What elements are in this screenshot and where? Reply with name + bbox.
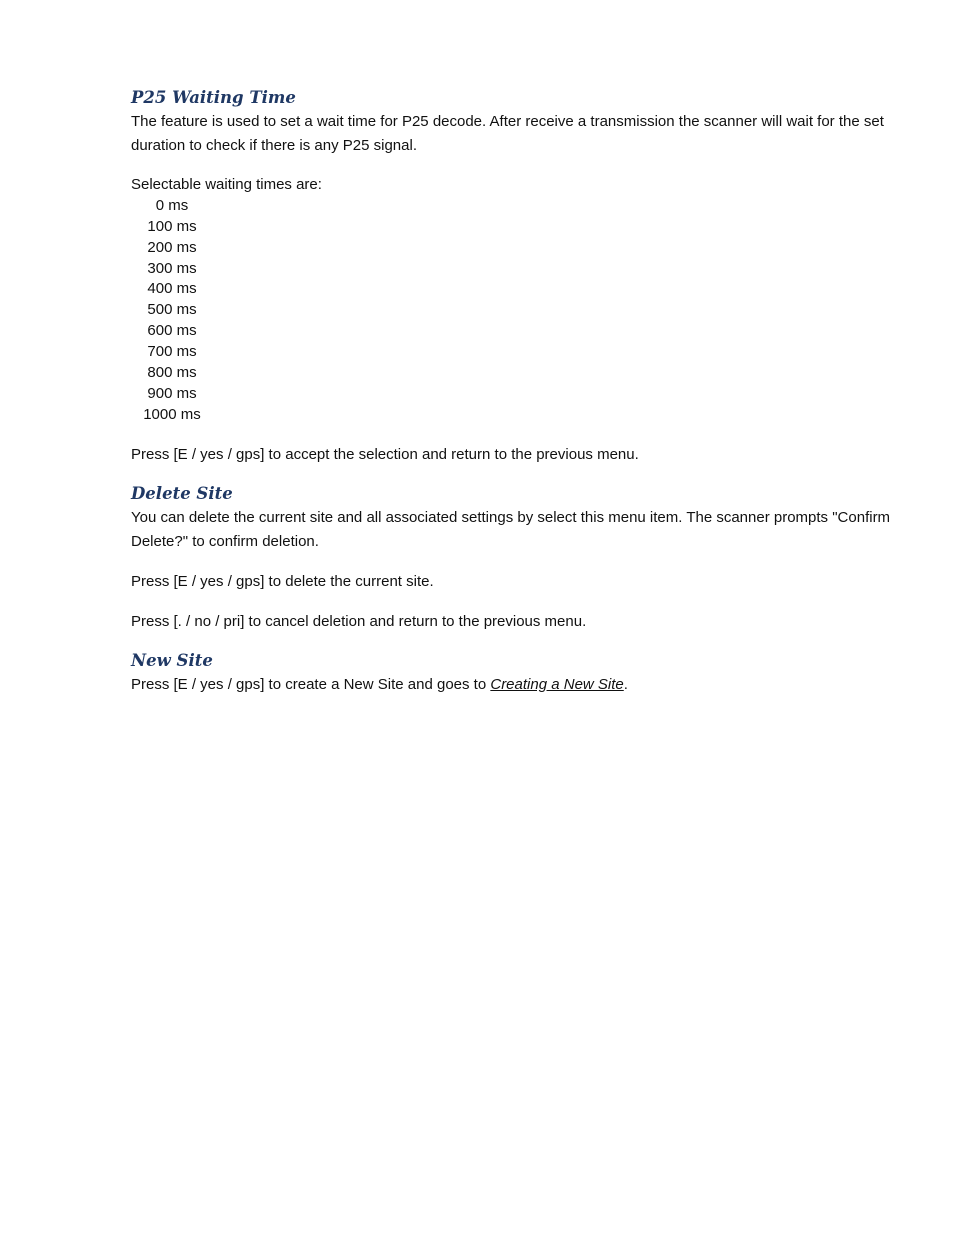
- p25-press-accept: Press [E / yes / gps] to accept the selection and return to the previous menu.: [131, 445, 639, 463]
- waiting-times-list: [131, 196, 213, 426]
- new-site-instruction: [131, 673, 891, 697]
- spacer: [131, 594, 891, 610]
- delete-site-description: You can delete the current site and all associated settings by select this menu item. The scanner prompts "Confirm Delete?" to confirm deletion.: [131, 508, 891, 550]
- document-page: [131, 86, 891, 697]
- waiting-time-item: 0 ms: [155, 196, 189, 214]
- spacer: [131, 554, 891, 570]
- spacer: [131, 634, 891, 649]
- new-site-period: .: [623, 675, 628, 693]
- waiting-time-item: 1000 ms: [143, 405, 201, 423]
- spacer: [131, 467, 891, 482]
- waiting-time-item: 900 ms: [147, 384, 197, 402]
- waiting-time-item: 600 ms: [147, 322, 197, 340]
- spacer: [131, 426, 891, 443]
- waiting-times-intro: Selectable waiting times are:: [131, 176, 322, 193]
- waiting-time-item: 700 ms: [147, 343, 197, 361]
- delete-press-cancel: Press [. / no / pri] to cancel deletion and return to the previous menu.: [131, 612, 587, 630]
- waiting-time-item: 100 ms: [147, 217, 197, 235]
- waiting-time-item: 800 ms: [147, 364, 197, 382]
- waiting-time-item: 500 ms: [147, 301, 197, 319]
- heading-new-site: New Site: [131, 650, 213, 670]
- creating-a-new-site-link[interactable]: Creating a New Site: [490, 675, 624, 693]
- waiting-time-item: 400 ms: [147, 280, 197, 298]
- waiting-time-item: 200 ms: [147, 238, 197, 256]
- delete-press-confirm: Press [E / yes / gps] to delete the current site.: [131, 572, 434, 590]
- heading-delete-site: Delete Site: [131, 483, 233, 503]
- new-site-press-text: Press [E / yes / gps] to create a New Site and goes to: [131, 675, 491, 693]
- spacer: [131, 158, 891, 175]
- heading-p25-waiting-time: P25 Waiting Time: [131, 88, 296, 107]
- waiting-time-item: 300 ms: [147, 259, 197, 277]
- p25-description: The feature is used to set a wait time for P25 decode. After receive a transmission the scanner will wait for the set duration to check if there is any P25 signal.: [131, 113, 884, 154]
